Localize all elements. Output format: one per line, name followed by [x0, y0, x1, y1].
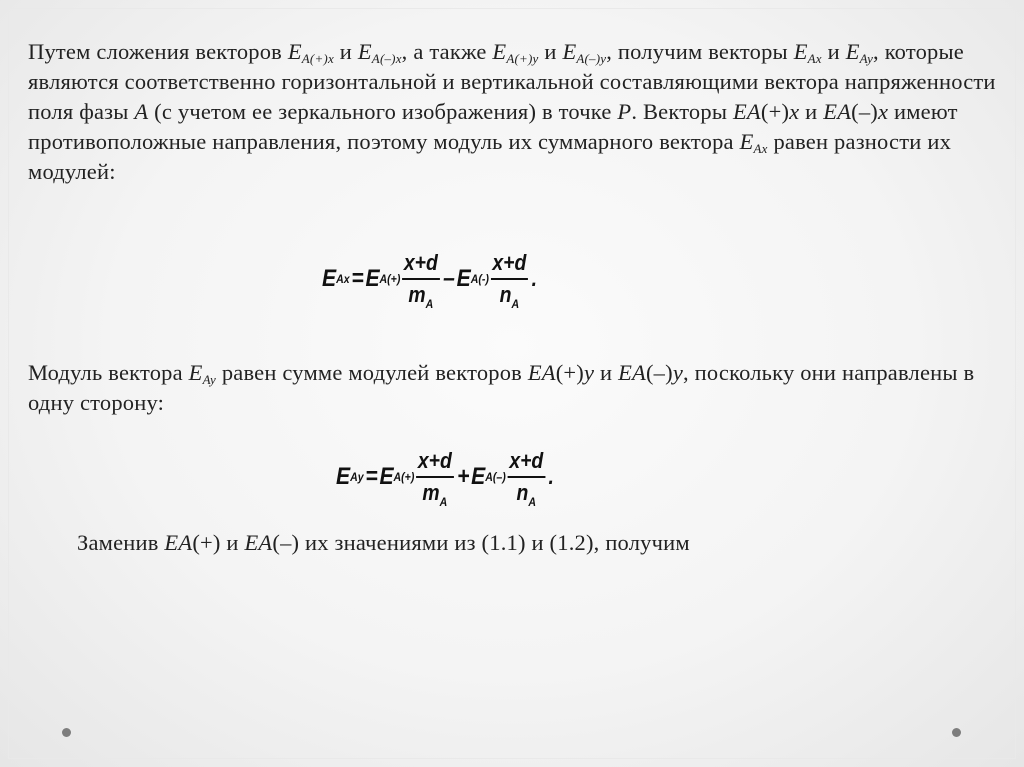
- fraction-numerator: x+d: [417, 448, 452, 473]
- paragraph-vector-sum-y: [28, 358, 1000, 418]
- formula-symbol: E: [365, 265, 380, 292]
- formula-symbol: E: [336, 463, 351, 490]
- fraction-denominator: [515, 478, 538, 508]
- symbol: ЕА: [732, 99, 761, 124]
- symbol: E: [845, 39, 860, 64]
- symbol: E: [492, 39, 507, 64]
- paragraph-substitution: [77, 528, 877, 558]
- subscript: Ax: [753, 141, 768, 156]
- formula-symbol: m: [422, 480, 440, 505]
- formula-eax: E Ax = E A(+) $\frac{x+d}{m_A}$ – E A(-) $\frac{x+d}{n_A}$ .: [322, 250, 537, 311]
- formula-operator: +: [457, 463, 470, 490]
- text-run: равен сумме модулей векторов: [216, 360, 528, 385]
- formula-operator: –: [443, 265, 455, 292]
- symbol: E: [188, 360, 203, 385]
- fraction-numerator: x+d: [509, 448, 544, 473]
- symbol: ЕА: [823, 99, 852, 124]
- text-run: и: [333, 39, 358, 64]
- subscript: A(+)y: [506, 51, 539, 66]
- subscript: A(–)y: [576, 51, 607, 66]
- text-run: . Векторы: [631, 99, 733, 124]
- symbol: y: [672, 360, 684, 385]
- formula-subscript: A: [511, 297, 520, 311]
- subscript: A(–)x: [371, 51, 402, 66]
- formula-operator: =: [351, 265, 364, 292]
- formula-subscript: A: [439, 495, 448, 509]
- text-run: и: [538, 39, 563, 64]
- fraction-denominator: [407, 280, 435, 310]
- text-run: и: [821, 39, 846, 64]
- subscript: Ay: [859, 51, 874, 66]
- text-run: Модуль вектора: [28, 360, 189, 385]
- text-run: , а также: [401, 39, 493, 64]
- symbol: E: [739, 129, 754, 154]
- formula-period: .: [531, 266, 537, 291]
- formula-eay: E Ay = E A(+) $\frac{x+d}{m_A}$ + E A(–) $\frac{x+d}{n_A}$ .: [336, 448, 554, 509]
- fraction: [402, 248, 439, 310]
- formula-symbol: n: [516, 480, 529, 505]
- text-run: (–): [645, 360, 673, 385]
- fraction-denominator: [421, 478, 449, 508]
- symbol: E: [357, 39, 372, 64]
- symbol: А: [134, 99, 149, 124]
- symbol: Р: [617, 99, 632, 124]
- fraction-numerator: x+d: [492, 250, 527, 275]
- formula-symbol: E: [322, 265, 337, 292]
- symbol: ЕА: [244, 530, 273, 555]
- text-run: (+) и: [192, 530, 245, 555]
- formula-symbol: E: [379, 463, 394, 490]
- formula-subscript: A: [528, 495, 537, 509]
- formula-symbol: E: [456, 265, 471, 292]
- text-run: Заменив: [77, 530, 165, 555]
- text-run: (+): [555, 360, 584, 385]
- symbol: ЕА: [164, 530, 193, 555]
- text-run: , поскольку они направлены в одну сторону:: [28, 360, 975, 415]
- formula-period: .: [548, 464, 554, 489]
- symbol: ЕА: [527, 360, 556, 385]
- text-run: и: [799, 99, 824, 124]
- text-run: имеют противоположные направления, поэтому модуль их суммарного вектора: [28, 99, 958, 154]
- subscript: A(+)x: [301, 51, 334, 66]
- symbol: E: [562, 39, 577, 64]
- subscript: Ay: [202, 372, 216, 387]
- text-run: Путем сложения векторов: [28, 39, 288, 64]
- text-run: (–): [851, 99, 878, 124]
- formula-operator: =: [365, 463, 378, 490]
- fraction-numerator: x+d: [403, 250, 438, 275]
- text-run: , которые являются соответственно горизонтальной и вертикальной составляющими вектора напряженности поля фазы: [28, 39, 996, 124]
- subscript: Ax: [807, 51, 822, 66]
- formula-symbol: E: [471, 463, 486, 490]
- formula-subscript: A: [425, 297, 434, 311]
- paragraph-vector-sum: [28, 37, 1000, 187]
- symbol: x: [789, 99, 800, 124]
- right-bullet-dot: [952, 728, 961, 737]
- formula-symbol: m: [408, 282, 426, 307]
- fraction-denominator: [498, 280, 521, 310]
- fraction: [508, 446, 545, 508]
- text-run: равен разности их модулей:: [28, 129, 952, 184]
- text-run: (–) их значениями из (1.1) и (1.2), получим: [272, 530, 690, 555]
- text-run: (+): [760, 99, 790, 124]
- symbol: E: [793, 39, 808, 64]
- left-bullet-dot: [62, 728, 71, 737]
- formula-symbol: n: [499, 282, 512, 307]
- symbol: E: [287, 39, 302, 64]
- text-run: и: [594, 360, 619, 385]
- symbol: ЕА: [618, 360, 646, 385]
- fraction: [491, 248, 528, 310]
- symbol: x: [877, 99, 889, 124]
- fraction: [416, 446, 453, 508]
- symbol: y: [584, 360, 595, 385]
- text-run: , получим векторы: [606, 39, 794, 64]
- text-run: (с учетом ее зеркального изображения) в точке: [148, 99, 618, 124]
